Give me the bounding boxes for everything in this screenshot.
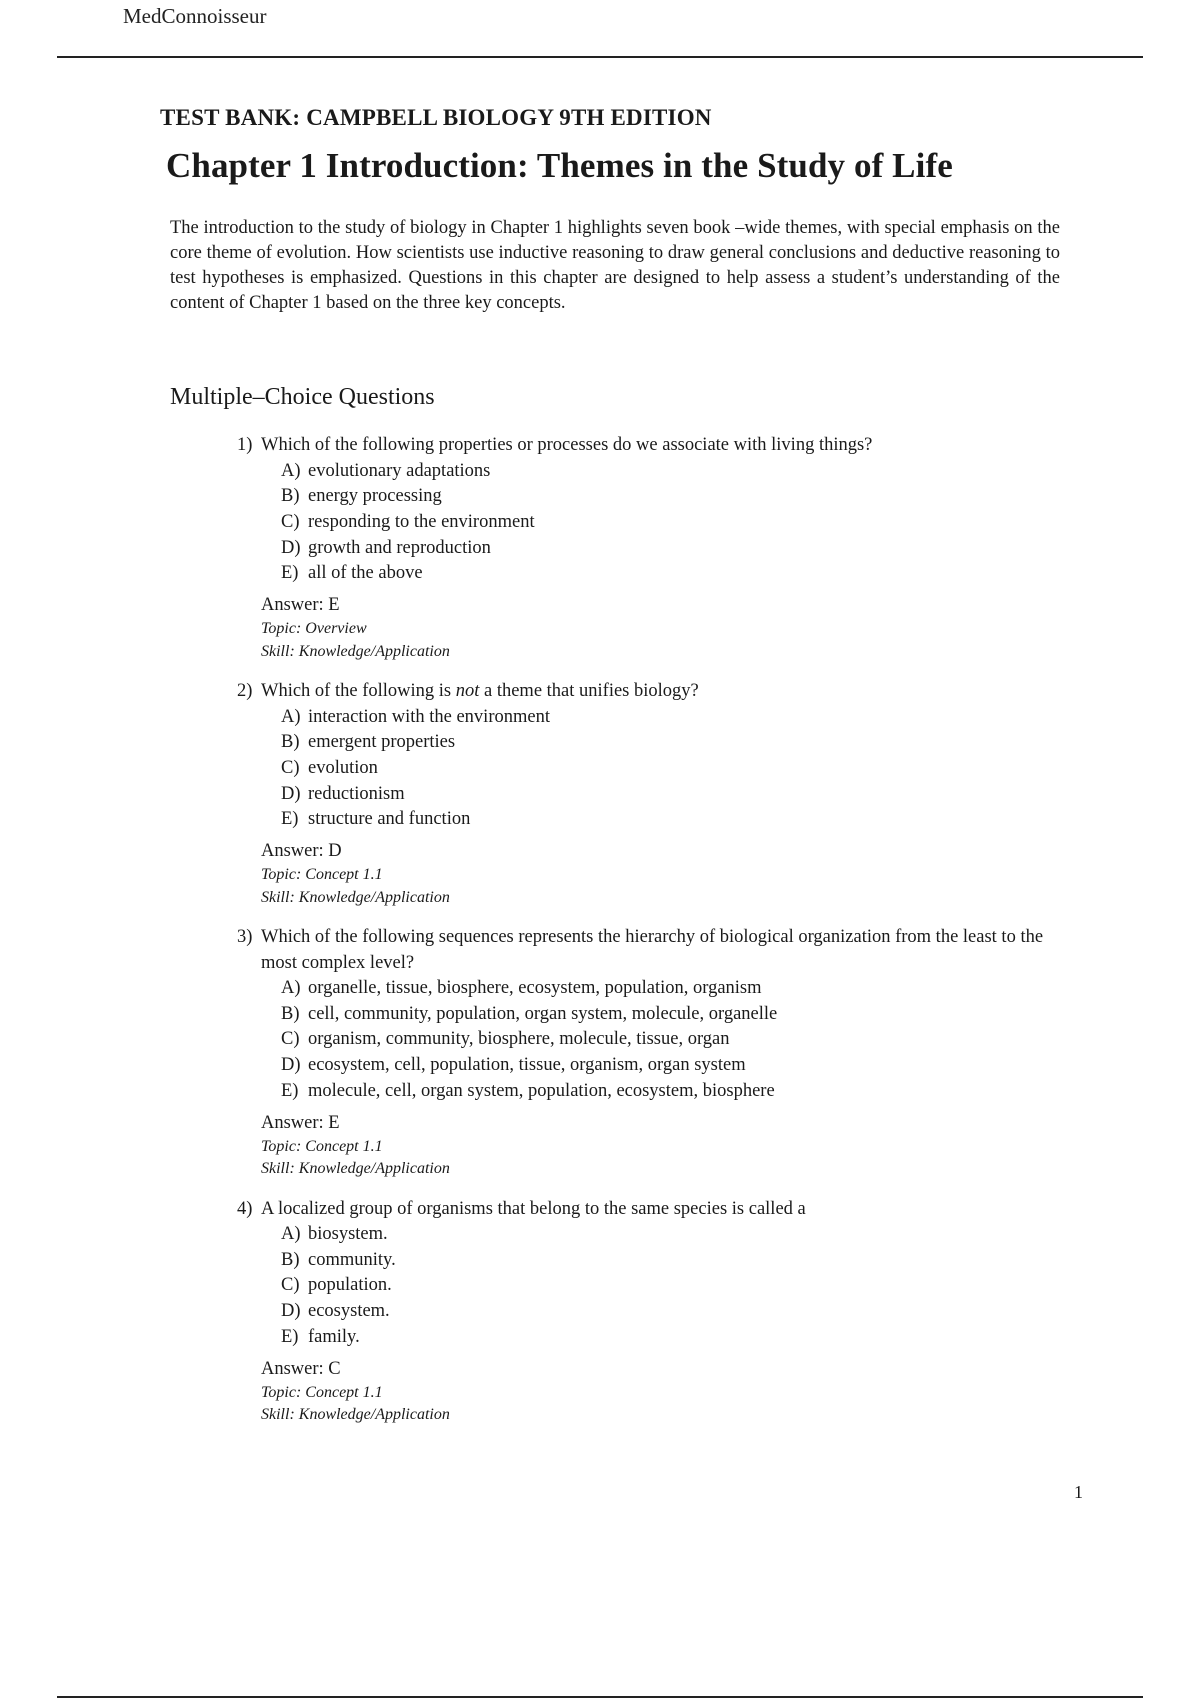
skill: Skill: Knowledge/Application <box>261 888 450 906</box>
choice-letter: D) <box>281 1301 301 1322</box>
choice-list <box>237 1222 1067 1351</box>
choice-text: growth and reproduction <box>308 537 491 558</box>
section-heading: Multiple–Choice Questions <box>170 384 435 410</box>
choice-item <box>281 1299 1067 1325</box>
answer: Answer: E <box>261 595 340 616</box>
choice-item <box>281 730 1067 756</box>
choice-item <box>281 510 1067 536</box>
question-4 <box>237 1197 1067 1427</box>
choice-text: cell, community, population, organ system, molecule, organelle <box>308 1003 778 1024</box>
question-text-part: Which of the following is <box>261 681 456 702</box>
choice-letter: A) <box>281 706 301 727</box>
choice-text: molecule, cell, organ system, population, ecosystem, biosphere <box>308 1080 775 1101</box>
question-text <box>261 1197 1067 1223</box>
question-1 <box>237 433 1067 663</box>
choice-item <box>281 976 1067 1002</box>
question-text <box>261 679 1067 705</box>
topic: Topic: Concept 1.1 <box>261 866 383 884</box>
choice-text: evolution <box>308 757 378 778</box>
choice-letter: C) <box>281 1029 300 1050</box>
choice-item <box>281 1248 1067 1274</box>
question-text-part: Which of the following sequences represents the hierarchy of biological organization from the least to the most complex level? <box>261 927 1044 973</box>
choice-letter: A) <box>281 978 301 999</box>
topic: Topic: Concept 1.1 <box>261 1383 383 1401</box>
question-text-emphasis: not <box>455 681 480 702</box>
choice-text: evolutionary adaptations <box>308 460 491 481</box>
question-text-part: a theme that unifies biology? <box>479 681 699 702</box>
question-stem <box>237 925 1067 976</box>
question-text-part: Which of the following properties or processes do we associate with living things? <box>261 435 873 455</box>
choice-item <box>281 1053 1067 1079</box>
question-stem <box>237 1197 1067 1223</box>
choice-list <box>237 705 1067 834</box>
choice-text: energy processing <box>308 486 442 507</box>
question-2 <box>237 679 1067 909</box>
skill: Skill: Knowledge/Application <box>261 1406 450 1424</box>
choice-text: ecosystem. <box>308 1301 390 1322</box>
choice-text: family. <box>308 1326 360 1347</box>
question-text <box>261 433 1067 459</box>
choice-letter: A) <box>281 1224 301 1245</box>
choice-text: reductionism <box>308 783 405 804</box>
choice-item <box>281 1002 1067 1028</box>
choice-list <box>237 459 1067 588</box>
choice-letter: C) <box>281 757 300 778</box>
header-divider <box>57 56 1143 58</box>
answer: Answer: E <box>261 1112 340 1133</box>
choice-text: population. <box>308 1275 392 1296</box>
choice-item <box>281 561 1067 587</box>
choice-text: community. <box>308 1249 396 1270</box>
choice-list <box>237 976 1067 1105</box>
answer: Answer: C <box>261 1358 341 1379</box>
choice-letter: D) <box>281 783 301 804</box>
choice-item <box>281 1273 1067 1299</box>
topic: Topic: Concept 1.1 <box>261 1137 383 1155</box>
choice-letter: E) <box>281 1080 299 1101</box>
choice-letter: E) <box>281 1326 299 1347</box>
choice-text: structure and function <box>308 809 471 830</box>
choice-letter: A) <box>281 460 301 481</box>
choice-item <box>281 782 1067 808</box>
question-text <box>261 925 1067 976</box>
question-number: 4) <box>237 1198 253 1219</box>
answer: Answer: D <box>261 841 342 862</box>
skill: Skill: Knowledge/Application <box>261 642 450 660</box>
choice-text: responding to the environment <box>308 511 535 532</box>
choice-item <box>281 1079 1067 1105</box>
choice-letter: B) <box>281 732 300 753</box>
choice-item <box>281 484 1067 510</box>
footer-divider <box>57 1696 1143 1698</box>
choice-text: organelle, tissue, biosphere, ecosystem, population, organism <box>308 978 762 999</box>
choice-text: all of the above <box>308 563 423 584</box>
choice-letter: D) <box>281 1055 301 1076</box>
page-number: 1 <box>1074 1482 1083 1502</box>
choice-text: interaction with the environment <box>308 706 550 727</box>
chapter-title: Chapter 1 Introduction: Themes in the Study of Life <box>166 146 953 185</box>
choice-item <box>281 459 1067 485</box>
question-stem <box>237 433 1067 459</box>
question-stem <box>237 679 1067 705</box>
choice-letter: E) <box>281 809 299 830</box>
choice-item <box>281 807 1067 833</box>
test-bank-title: TEST BANK: CAMPBELL BIOLOGY 9TH EDITION <box>160 105 712 130</box>
question-list <box>237 433 1067 1427</box>
skill: Skill: Knowledge/Application <box>261 1160 450 1178</box>
question-text-part: A localized group of organisms that belong to the same species is called a <box>261 1198 806 1219</box>
choice-item <box>281 756 1067 782</box>
choice-letter: C) <box>281 1275 300 1296</box>
question-number: 1) <box>237 435 253 455</box>
topic: Topic: Overview <box>261 620 367 638</box>
choice-text: ecosystem, cell, population, tissue, organism, organ system <box>308 1055 746 1076</box>
choice-letter: B) <box>281 1249 300 1270</box>
choice-item <box>281 705 1067 731</box>
choice-item <box>281 536 1067 562</box>
site-name: MedConnoisseur <box>123 4 267 28</box>
question-3 <box>237 925 1067 1181</box>
choice-item <box>281 1325 1067 1351</box>
choice-letter: B) <box>281 1003 300 1024</box>
choice-item <box>281 1222 1067 1248</box>
choice-letter: E) <box>281 563 299 584</box>
choice-text: biosystem. <box>308 1224 388 1245</box>
question-number: 3) <box>237 927 253 948</box>
choice-letter: B) <box>281 486 300 507</box>
question-number: 2) <box>237 681 253 702</box>
choice-letter: C) <box>281 511 300 532</box>
choice-letter: D) <box>281 537 301 558</box>
choice-text: organism, community, biosphere, molecule, tissue, organ <box>308 1029 730 1050</box>
intro-paragraph: The introduction to the study of biology in Chapter 1 highlights seven book –wide themes, with special emphasis on the core theme of evolution. How scientists use inductive reasoning to draw general conclusions and deductive reasoning to test hypotheses is emphasized. Questions in this chapter are designed to help assess a student’s understanding of the content of Chapter 1 based on the three key concepts. <box>170 218 1060 313</box>
choice-item <box>281 1027 1067 1053</box>
choice-text: emergent properties <box>308 732 456 753</box>
